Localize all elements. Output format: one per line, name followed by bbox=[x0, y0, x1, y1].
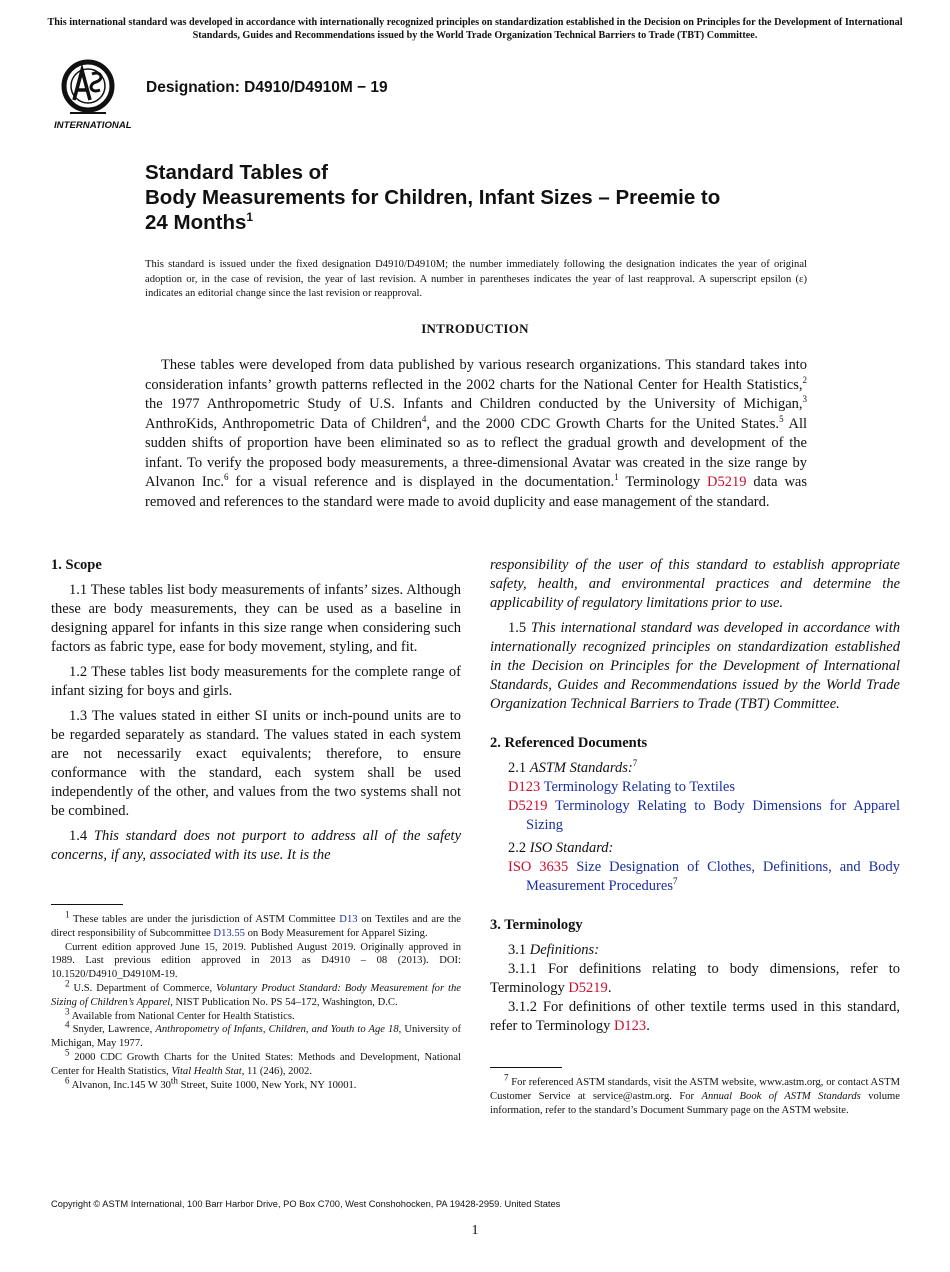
document-title bbox=[145, 160, 835, 235]
ref-d123[interactable]: D123 Terminology Relating to Textiles bbox=[508, 779, 736, 795]
link-d5219[interactable]: D5219 bbox=[707, 474, 747, 490]
footnote-6: $^6$ Alvanon, Inc.145 W 30th Street, Suite 1000, New York, NY 10001. bbox=[65, 1075, 357, 1091]
copyright: Copyright © ASTM International, 100 Barr Harbor Drive, PO Box C700, West Conshohocken, PA 19428-2959. United States bbox=[51, 1199, 561, 1209]
footnotes-left bbox=[51, 909, 461, 1092]
section-1-1: 1.1 These tables list body measurements of infants’ sizes. Although these are body measurements, they can be used as a baseline in designing apparel for infants in this size range when considering such factors as fabric type, ease for body movement, styling, and fit. bbox=[51, 582, 461, 655]
astm-logo-icon bbox=[52, 56, 134, 132]
title-footnote-ref[interactable]: 1 bbox=[246, 210, 254, 225]
footnotes-right bbox=[490, 1072, 900, 1117]
footnote-7: $^7$ For referenced ASTM standards, visit the ASTM website, www.astm.org, or contact ASTM Customer Service at service@astm.org. For Annual Book of ASTM Standards volume information, refer to the standard’s Document Summary page on the ASTM website. bbox=[490, 1072, 900, 1116]
top-notice: This international standard was developed in accordance with internationally recognized principles on standardization established in the Decision on Principles for the Development of International Standards, Guides and Recommendations issued by the World Trade Organization Technical Barriers to Trade (TBT) Committee. bbox=[47, 17, 903, 41]
section-3-1: 3.1 Definitions: bbox=[508, 942, 600, 958]
right-column bbox=[490, 556, 900, 1036]
title-line-3: 24 Months$^1$ bbox=[145, 210, 254, 234]
footnote-4: $^4$ Snyder, Lawrence, Anthropometry of Infants, Children, and Youth to Age 18, University of Michigan, May 1977. bbox=[51, 1019, 461, 1050]
title-line-1: Standard Tables of bbox=[145, 161, 329, 184]
link-d13-55[interactable]: D13.55 bbox=[213, 927, 245, 939]
standard-note: This standard is issued under the fixed designation D4910/D4910M; the number immediately following the designation indicates the year of original adoption or, in the case of revision, the year of last revision. A number in parentheses indicates the year of last reapproval. A superscript epsilon (ε) indicates an editorial change since the last revision or reapproval. bbox=[145, 259, 807, 300]
footnote-3: $^3$ Available from National Center for Health Statistics. bbox=[65, 1006, 295, 1022]
introduction-heading: INTRODUCTION bbox=[421, 321, 529, 336]
section-1-3: 1.3 The values stated in either SI units or inch-pound units are to be regarded separately as standard. The values stated in each system are not necessarily exact equivalents; therefore, to ensure conformance with the standard, each system shall be used independently of the other, and values from the two systems shall not be combined. bbox=[51, 708, 461, 819]
footnote-edition: Current edition approved June 15, 2019. Published August 2019. Originally approved in 1989. Last previous edition approved in 2013 as D4910 – 08 (2013). DOI: 10.1520/D4910_D4910M-19. bbox=[51, 941, 461, 981]
section-2-2: 2.2 ISO Standard: bbox=[508, 840, 614, 856]
title-line-2: Body Measurements for Children, Infant Sizes – Preemie to bbox=[145, 186, 721, 209]
page-number: 1 bbox=[471, 1223, 479, 1238]
ref-d5219[interactable]: D5219 Terminology Relating to Body Dimensions for Apparel Sizing bbox=[508, 798, 900, 833]
section-3-1-2: 3.1.2 For definitions of other textile terms used in this standard, refer to Terminology D123. bbox=[490, 999, 900, 1034]
scope-heading: 1. Scope bbox=[51, 557, 102, 573]
designation: Designation: D4910/D4910M − 19 bbox=[146, 79, 388, 96]
section-1-2: 1.2 These tables list body measurements for the complete range of infant sizing for boys and girls. bbox=[51, 664, 461, 699]
ref-iso-3635[interactable]: ISO 3635 Size Designation of Clothes, Definitions, and Body Measurement Procedures$^7$ bbox=[508, 859, 900, 894]
logo-wordmark: INTERNATIONAL bbox=[54, 120, 132, 131]
section-2-1: 2.1 ASTM Standards:$^7$ bbox=[508, 758, 638, 776]
terminology-heading: 3. Terminology bbox=[490, 917, 583, 933]
left-column bbox=[51, 556, 461, 865]
footnote-5: $^5$ 2000 CDC Growth Charts for the United States: Methods and Development, National Center for Health Statistics, Vital Health Stat, 11 (246), 2002. bbox=[51, 1047, 461, 1077]
footnote-rule-left bbox=[51, 904, 123, 905]
astm-logo bbox=[52, 56, 134, 132]
section-1-4-cont: responsibility of the user of this standard to establish appropriate safety, health, and environmental practices and determine the applicability of regulatory limitations prior to use. bbox=[490, 557, 900, 611]
link-d13[interactable]: D13 bbox=[339, 914, 358, 925]
footnote-2: $^2$ U.S. Department of Commerce, Voluntary Product Standard: Body Measurement for the Sizing of Children’s Apparel, NIST Publication No. PS 54–172, Washington, D.C. bbox=[51, 978, 461, 1008]
section-3-1-1: 3.1.1 For definitions relating to body dimensions, refer to Terminology D5219. bbox=[490, 961, 900, 996]
link-d5219-terminology[interactable]: D5219 bbox=[568, 980, 608, 996]
introduction-text: These tables were developed from data published by various research organizations. This standard takes into consideration infants’ growth patterns reflected in the 2002 charts for the National Center for Health Statistics,$^2$ the 1977 Anthropometric Study of U.S. Infants and Children conducted by the University of Michigan,$^3$ AnthroKids, Anthropometric Data of Children$^4$, and the 2000 CDC Growth Charts for the United States.$^5$ All sudden shifts of proportion have been eliminated so as to reflect the gradual growth and development of the infant. To verify the proposed body measurements, a three-dimensional Avatar was created in the size range by Alvanon Inc.$^6$ for a visual reference and is displayed in the documentation.$^1$ Terminology D5219 data was removed and references to the standard were made to avoid duplicity and ease management of the standard. bbox=[145, 357, 808, 510]
section-1-4: 1.4 This standard does not purport to address all of the safety concerns, if any, associated with its use. It is the bbox=[51, 828, 462, 863]
footnote-rule-right bbox=[490, 1067, 562, 1068]
link-d123-terminology[interactable]: D123 bbox=[613, 1018, 647, 1034]
referenced-documents-heading: 2. Referenced Documents bbox=[490, 735, 648, 751]
section-1-5: 1.5 This international standard was developed in accordance with internationally recognized principles on standardization established in the Decision on Principles for the Development of International Standards, Guides and Recommendations issued by the World Trade Organization Technical Barriers to Trade (TBT) Committee. bbox=[490, 620, 900, 712]
footnote-1: $^1$ These tables are under the jurisdiction of ASTM Committee D13 on Textiles and are the direct responsibility of Subcommittee D13.55 on Body Measurement for Apparel Sizing. bbox=[51, 909, 461, 939]
